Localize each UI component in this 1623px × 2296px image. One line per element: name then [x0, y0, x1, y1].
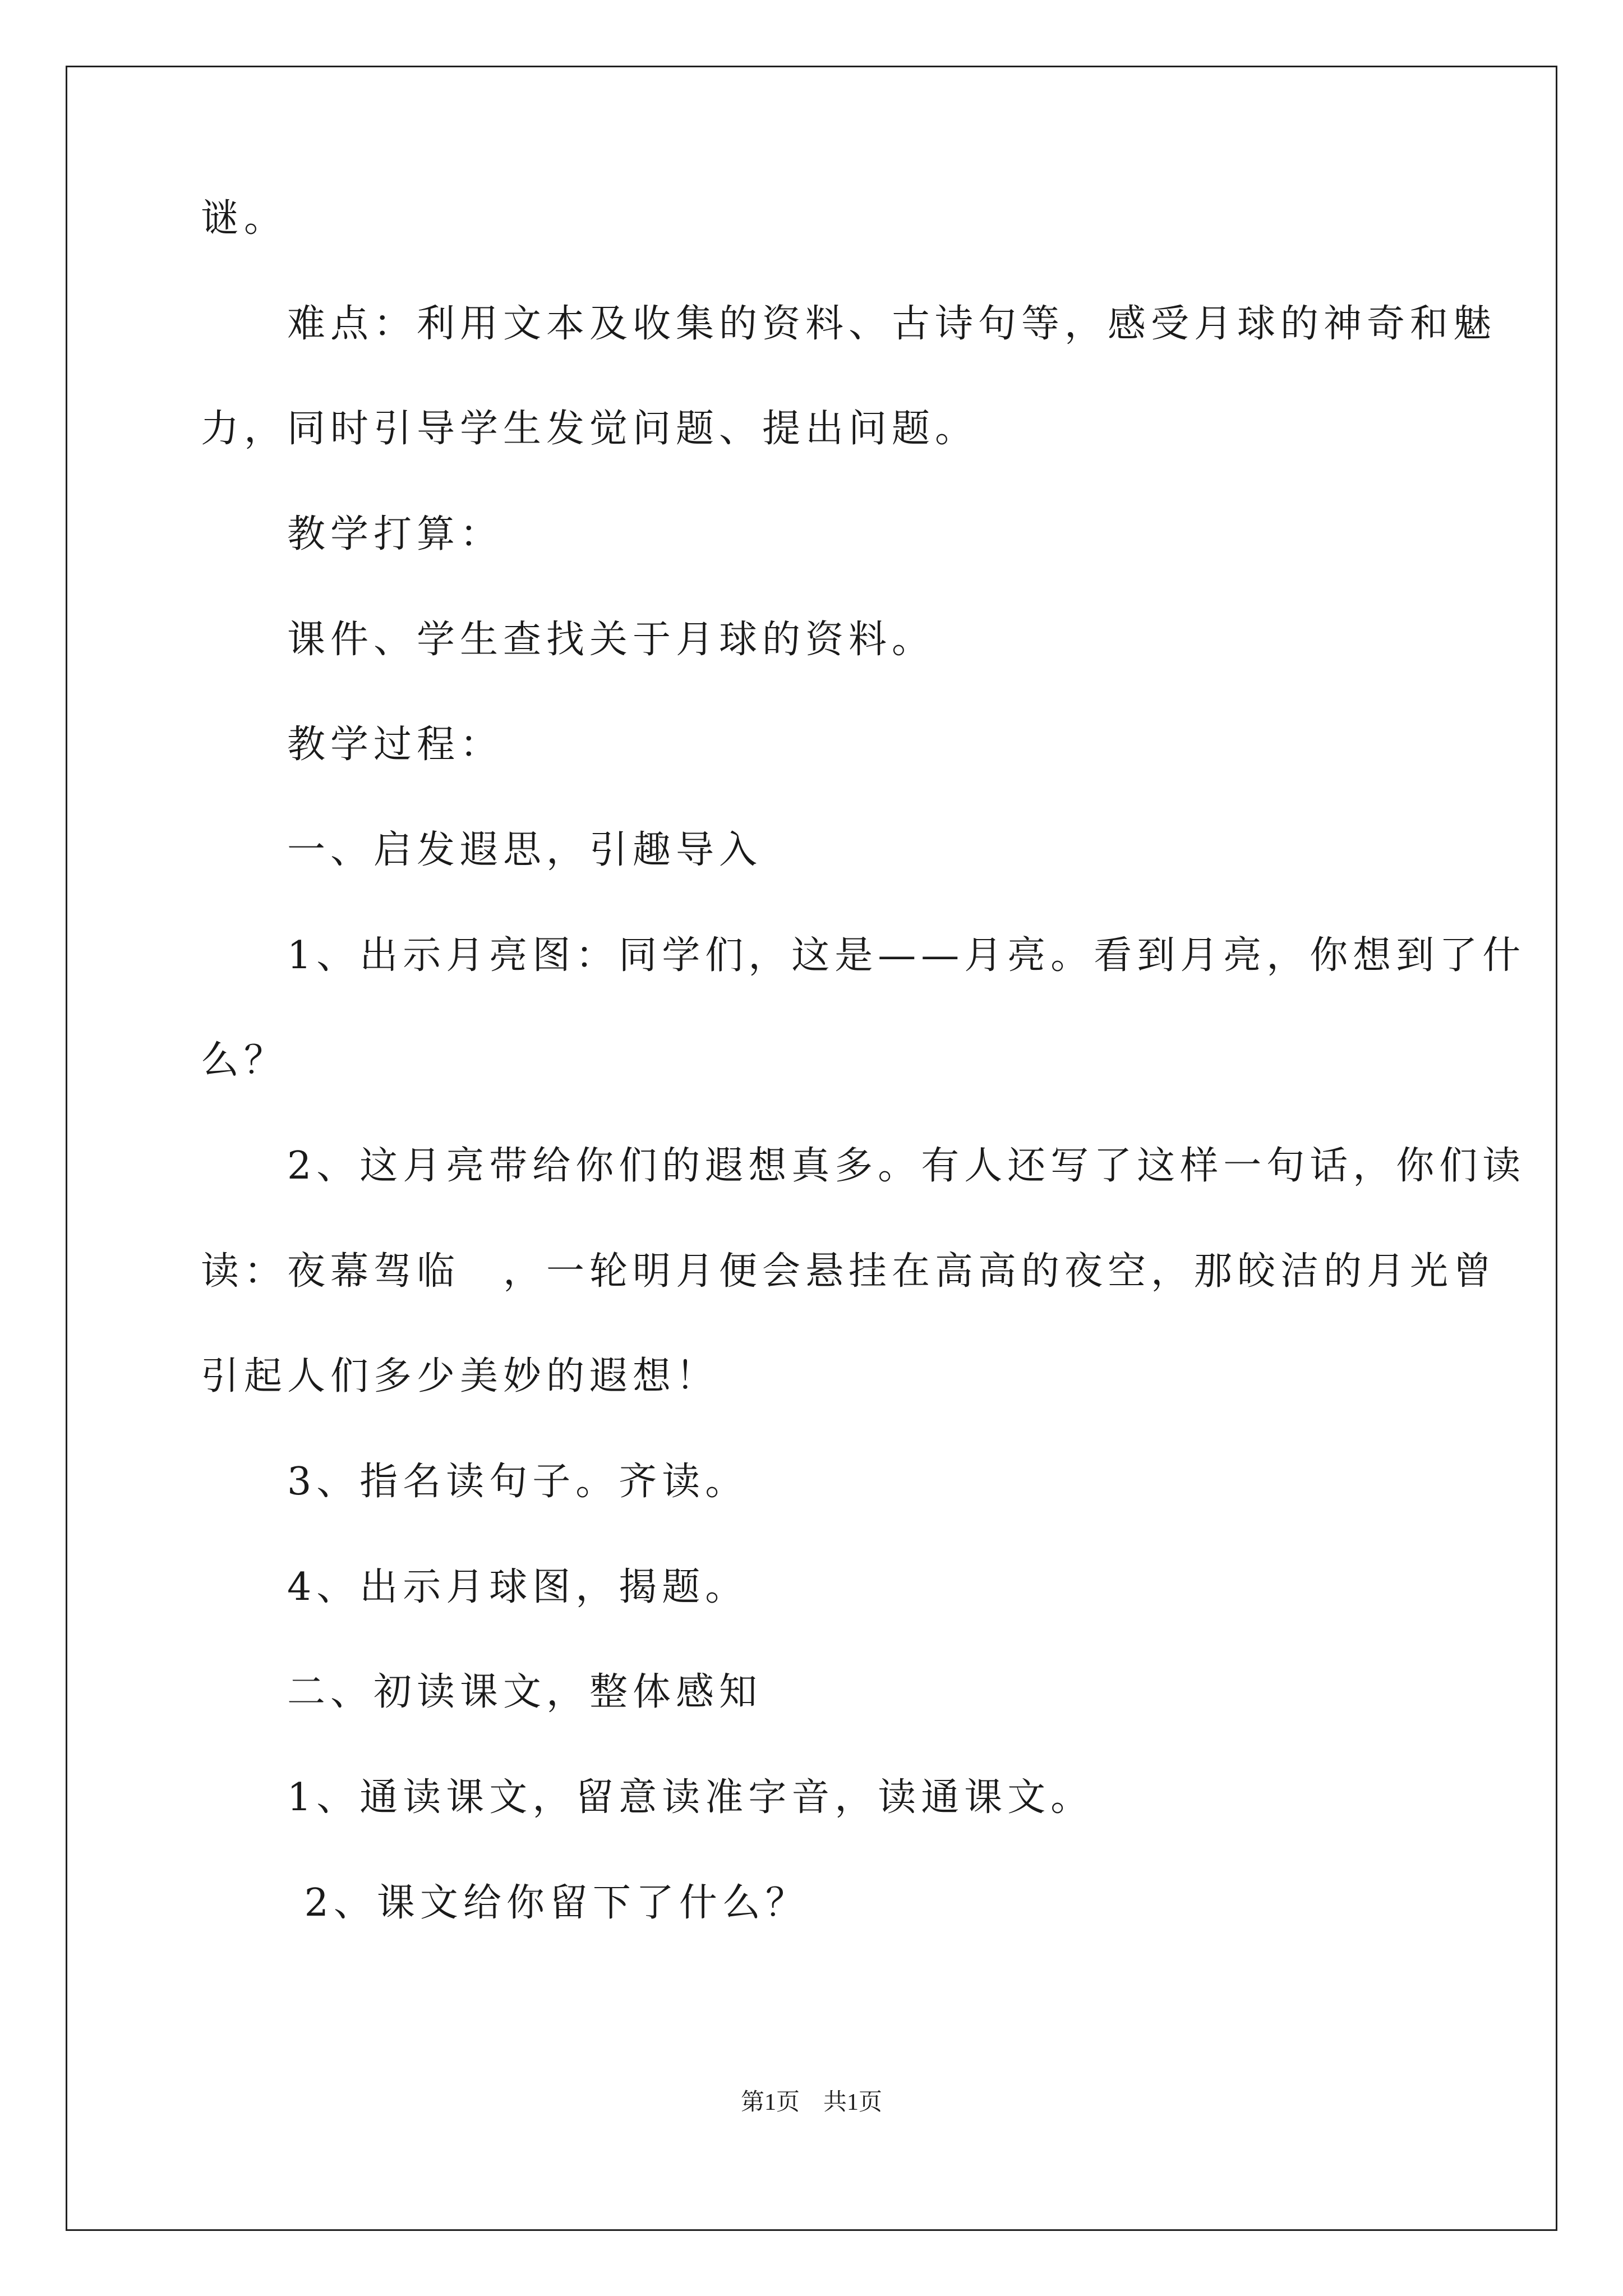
text-line: 1、通读课文，留意读准字音，读通课文。 [201, 1775, 1094, 1820]
text-line: 1、出示月亮图：同学们，这是——月亮。看到月亮，你想到了什 [201, 933, 1526, 978]
text-line: 谜。 [201, 196, 288, 241]
text-line: 难点：利用文本及收集的资料、古诗句等，感受月球的神奇和魅 [201, 302, 1497, 346]
text-line: 一、启发遐思，引趣导入 [201, 828, 763, 872]
text-line: 3、指名读句子。齐读。 [201, 1460, 749, 1504]
text-line: 引起人们多少美妙的遐想！ [201, 1354, 720, 1398]
text-line: 2、课文给你留下了什么？ [201, 1881, 809, 1925]
text-line: 教学过程： [201, 723, 504, 767]
text-line: 力，同时引导学生发觉问题、提出问题。 [201, 407, 979, 451]
text-line: 2、这月亮带给你们的遐想真多。有人还写了这样一句话，你们读 [201, 1144, 1526, 1188]
text-line: 二、初读课文，整体感知 [201, 1670, 763, 1714]
text-line: 4、出示月球图，揭题。 [201, 1565, 749, 1609]
text-line: 教学打算： [201, 512, 504, 556]
text-line: 课件、学生查找关于月球的资料。 [201, 618, 935, 662]
text-line: 么？ [201, 1038, 288, 1083]
text-line: 读：夜幕驾临 ，一轮明月便会悬挂在高高的夜空，那皎洁的月光曾 [201, 1249, 1497, 1294]
page-footer: 第1页 共1页 [740, 2090, 882, 2115]
